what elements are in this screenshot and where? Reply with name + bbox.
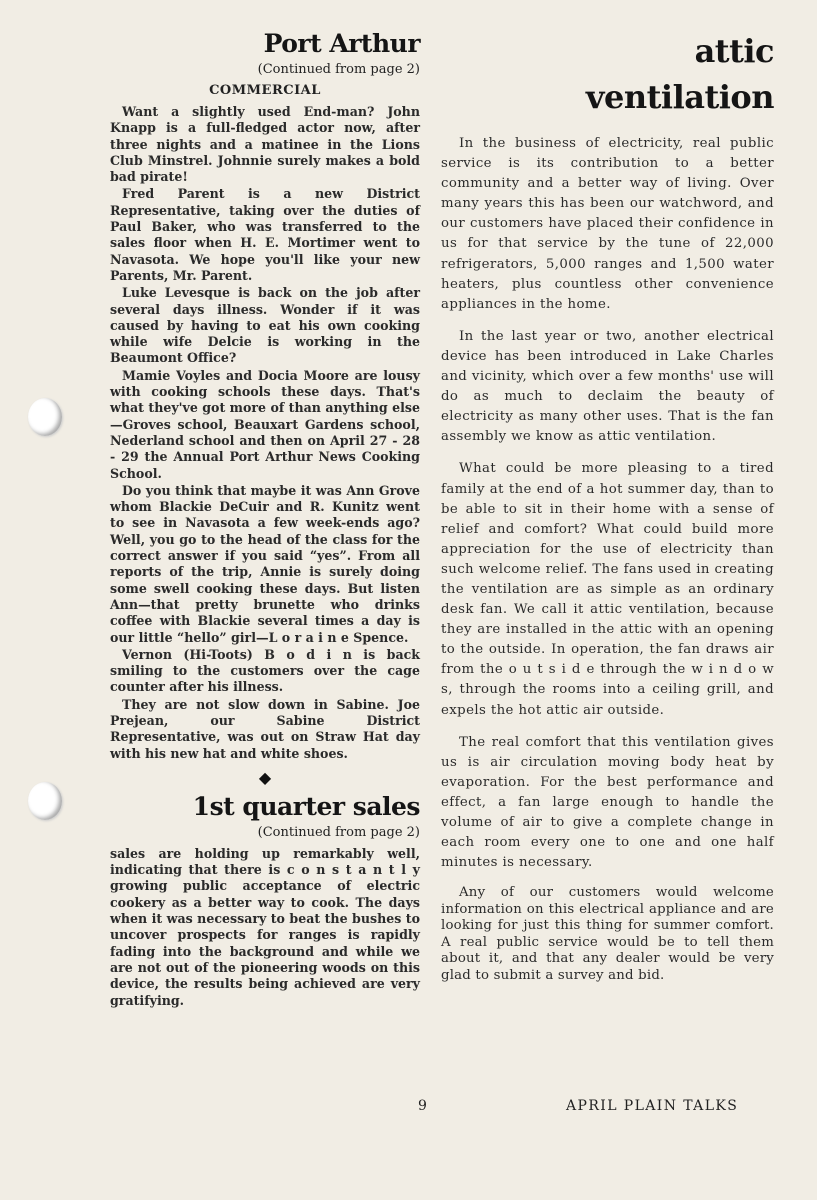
article-title-port-arthur: Port Arthur [263, 29, 420, 58]
divider-ornament: ◆ [258, 767, 272, 787]
page-number: 9 [418, 1098, 427, 1114]
paragraph: In the business of electricity, real public service is its contribution to a better community and a better way of living. Over many years this has been our watchword, and our customers have placed their confidence in us for that service by the tune of 22,000 refrigerators, 5,000 ranges and 1,500 water heaters, plus countless other convenience appliances in the home. [441, 136, 774, 312]
article-title-quarter-sales: 1st quarter sales [192, 791, 420, 821]
binder-hole [28, 782, 62, 820]
paragraph: Luke Levesque is back on the job after several days illness. Wonder if it was caused by having to eat his own cooking while wife Delcie is working in the Beaumont Office? [110, 285, 420, 366]
right-column [441, 28, 774, 996]
paragraph: Fred Parent is a new District Representative, taking over the duties of Paul Baker, who was transferred to the sales floor when H. E. Mortimer went to Navasota. We hope you'll like your new Parents, Mr. Parent. [110, 186, 420, 283]
paragraph: The real comfort that this ventilation gives us is air circulation moving body heat by evaporation. For the best performance and effect, a fan large enough to handle the volume of air to give a complete change in each room every one to one and one half minutes is necessary. [441, 734, 774, 871]
left-column [110, 28, 420, 1010]
section-heading: COMMERCIAL [209, 83, 321, 98]
paragraph: Do you think that maybe it was Ann Grove whom Blackie DeCuir and R. Kunitz went to see in Navasota a few week-ends ago? Well, you go to the head of the class for the correct answer if you said “yes”. From all reports of the trip, Annie is surely doing some swell cooking these days. But listen Ann—that pretty brunette who drinks coffee with Blackie several times a day is our little “hello” girl—L o r a i n e Spence. [110, 482, 420, 645]
continued-note: (Continued from page 2) [257, 824, 420, 840]
paragraph: sales are holding up remarkably well, indicating that there is c o n s t a n t l y growing public acceptance of electric cookery as a better way to cook. The days when it was necessary to beat the bushes to uncover prospects for ranges is rapidly fading into the background and while we are not out of the pioneering woods on this device, the results being achieved are very gratifying. [110, 845, 420, 1008]
paragraph: Any of our customers would welcome information on this electrical appliance and are looking for just this thing for summer comfort. A real public service would be to tell them about it, and that any dealer would be very glad to submit a survey and bid. [441, 885, 774, 983]
paragraph: Vernon (Hi-Toots) B o d i n is back smiling to the customers over the cage counter after his illness. [110, 646, 420, 695]
publication-title: APRIL PLAIN TALKS [566, 1098, 739, 1114]
continued-note: (Continued from page 2) [257, 62, 420, 77]
article-title-line2: ventilation [585, 78, 774, 116]
article-title-line1: attic [694, 32, 774, 70]
binder-hole [28, 398, 62, 436]
paragraph: Mamie Voyles and Docia Moore are lousy with cooking schools these days. That's what they've got more of than anything else—Groves school, Beauxart Gardens school, Nederland school and then on April 27 - 28 - 29 the Annual Port Arthur News Cooking School. [110, 367, 420, 481]
paragraph: In the last year or two, another electrical device has been introduced in Lake Charles and vicinity, which over a few months' use will do as much to declaim the beauty of electricity as many other uses. That is the fan assembly we know as attic ventilation. [441, 328, 774, 445]
paragraph: What could be more pleasing to a tired family at the end of a hot summer day, than to be able to sit in their home with a sense of relief and comfort? What could build more appreciation for the use of electricity than such welcome relief. The fans used in creating the ventilation are as simple as an ordinary desk fan. We call it attic ventilation, because they are installed in the attic with an opening to the outside. In operation, the fan draws air from the o u t s i d e through the w i n d o w s, through the rooms into a ceiling grill, and expels the hot attic air outside. [441, 461, 774, 718]
paragraph: Want a slightly used End-man? John Knapp is a full-fledged actor now, after three nights and a matinee in the Lions Club Minstrel. Johnnie surely makes a bold bad pirate! [110, 104, 420, 185]
paragraph: They are not slow down in Sabine. Joe Prejean, our Sabine District Representative, was out on Straw Hat day with his new hat and white shoes. [110, 696, 420, 761]
